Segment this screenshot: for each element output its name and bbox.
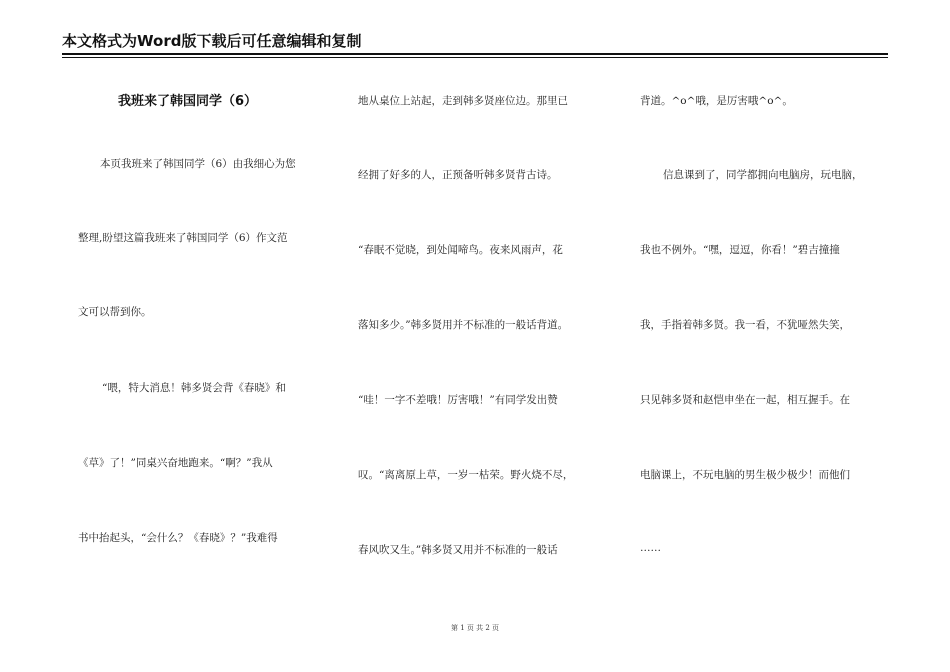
text-line: 本页我班来了韩国同学（6）由我细心为您 bbox=[100, 158, 296, 170]
text-line: “春眠不觉晓，到处闻啼鸟。夜来风雨声，花 bbox=[358, 244, 563, 256]
header-divider-thick bbox=[62, 53, 888, 55]
text-line: 我，手指着韩多贤。我一看，不犹哑然失笑， bbox=[640, 319, 850, 331]
header-divider-thin bbox=[62, 57, 888, 58]
text-line: 经拥了好多的人，正预备听韩多贤背古诗。 bbox=[358, 169, 558, 181]
text-line: 信息课到了，同学都拥向电脑房，玩电脑， bbox=[663, 169, 863, 181]
text-line: 电脑课上，不玩电脑的男生极少极少！而他们 bbox=[640, 469, 850, 481]
text-line: 我也不例外。“嘿，逗逗，你看！”碧吉撞撞 bbox=[640, 244, 840, 256]
text-line: “喂，特大消息！韩多贤会背《春晓》和 bbox=[102, 382, 286, 394]
text-line: …… bbox=[640, 542, 661, 554]
text-line: 《草》了！”同桌兴奋地跑来。“啊？”我从 bbox=[78, 457, 273, 469]
text-line: 落知多少。”韩多贤用并不标准的一般话背道。 bbox=[358, 319, 569, 331]
text-line: 整理,盼望这篇我班来了韩国同学（6）作文范 bbox=[78, 232, 288, 244]
text-line: “哇！一字不差哦！厉害哦！”有同学发出赞 bbox=[358, 394, 558, 406]
text-line: 叹。“离离原上草，一岁一枯荣。野火烧不尽， bbox=[358, 469, 574, 481]
text-line: 春风吹又生。”韩多贤又用并不标准的一般话 bbox=[358, 544, 558, 556]
article-title: 我班来了韩国同学（6） bbox=[118, 94, 258, 109]
text-line: 文可以帮到你。 bbox=[78, 306, 152, 318]
document-header-title: 本文格式为Word版下载后可任意编辑和复制 bbox=[62, 32, 362, 50]
text-line: 地从桌位上站起，走到韩多贤座位边。那里已 bbox=[358, 95, 568, 107]
text-line: 背道。^o^哦，是厉害哦^o^。 bbox=[640, 95, 793, 107]
text-line: 只见韩多贤和赵恺申坐在一起，相互握手。在 bbox=[640, 394, 850, 406]
text-line: 书中抬起头，“会什么？《春晓》？”我难得 bbox=[78, 532, 278, 544]
page-number: 第 1 页 共 2 页 bbox=[450, 624, 500, 632]
